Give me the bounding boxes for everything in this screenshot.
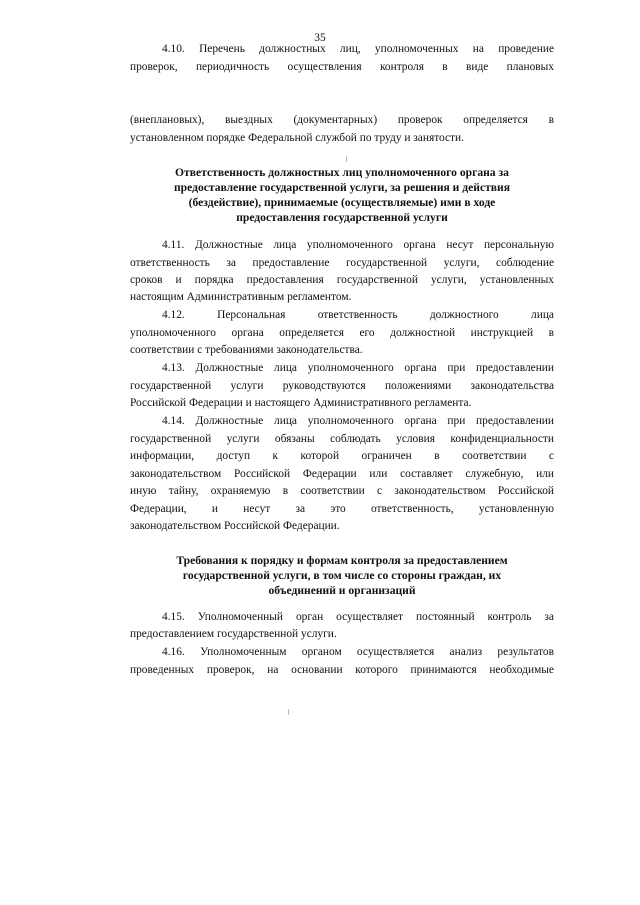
para-4-11-line-2: ответственность за предоставление государственной услуги, соблюдение [130,257,554,269]
para-4-14-line-6: Федерации, и несут за это ответственность, установленную [130,503,554,515]
para-4-14-line-3: информации, доступ к которой ограничен в соответствии с [130,450,554,462]
para-4-14-line-1: 4.14. Должностные лица уполномоченного органа при предоставлении [162,415,554,427]
page-number: 35 [314,32,326,44]
para-4-15-line-2: предоставлением государственной услуги. [130,628,337,640]
section-heading-responsibility-line-1: Ответственность должностных лиц уполномоченного органа за [175,166,509,179]
scan-speck [346,156,347,162]
para-4-13-line-2: государственной услуги руководствуются положениями законодательства [130,380,554,392]
para-4-15-line-1: 4.15. Уполномоченный орган осуществляет постоянный контроль за [162,611,554,623]
para-4-10-line-3: (внеплановых), выездных (документарных) проверок определяется в [130,114,554,126]
para-4-13-line-1: 4.13. Должностные лица уполномоченного органа при предоставлении [162,362,554,374]
para-4-14-line-7: законодательством Российской Федерации. [130,520,340,532]
para-4-16-line-1: 4.16. Уполномоченным органом осуществляется анализ результатов [162,646,554,658]
section-heading-responsibility-line-4: предоставления государственной услуги [236,211,448,224]
para-4-12-line-1: 4.12. Персональная ответственность должностного лица [162,309,554,321]
section-heading-responsibility-line-2: предоставление государственной услуги, за решения и действия [173,181,510,194]
scan-speck [288,709,289,715]
para-4-13-line-3: Российской Федерации и настоящего Административного регламента. [130,397,472,409]
para-4-10-line-4: установленном порядке Федеральной службой по труду и занятости. [130,132,464,144]
para-4-12-line-3: соответствии с требованиями законодательства. [130,344,363,356]
para-4-11-line-3: сроков и порядка предоставления государственной услуги, установленных [130,274,554,286]
section-heading-responsibility-line-3: (бездействие), принимаемые (осуществляемые) ими в ходе [188,196,496,209]
para-4-14-line-5: иную тайну, охраняемую в соответствии с законодательством Российской [130,485,554,497]
section-heading-control-line-1: Требования к порядку и формам контроля за предоставлением [176,554,508,567]
para-4-11-line-4: настоящим Административным регламентом. [130,291,352,303]
section-heading-control-line-2: государственной услуги, в том числе со стороны граждан, их [182,569,502,582]
para-4-11-line-1: 4.11. Должностные лица уполномоченного органа несут персональную [162,239,554,251]
para-4-16-line-2: проведенных проверок, на основании которого принимаются необходимые [130,664,554,676]
para-4-14-line-2: государственной услуги обязаны соблюдать условия конфиденциальности [130,433,554,445]
para-4-12-line-2: уполномоченного органа определяется его должностной инструкцией в [130,327,554,339]
para-4-10-line-2: проверок, периодичность осуществления контроля в виде плановых [130,61,554,73]
section-heading-control-line-3: объединений и организаций [268,584,416,597]
para-4-14-line-4: законодательством Российской Федерации или составляет служебную, или [130,468,554,480]
para-4-10-line-1: 4.10. Перечень должностных лиц, уполномоченных на проведение [162,43,554,55]
